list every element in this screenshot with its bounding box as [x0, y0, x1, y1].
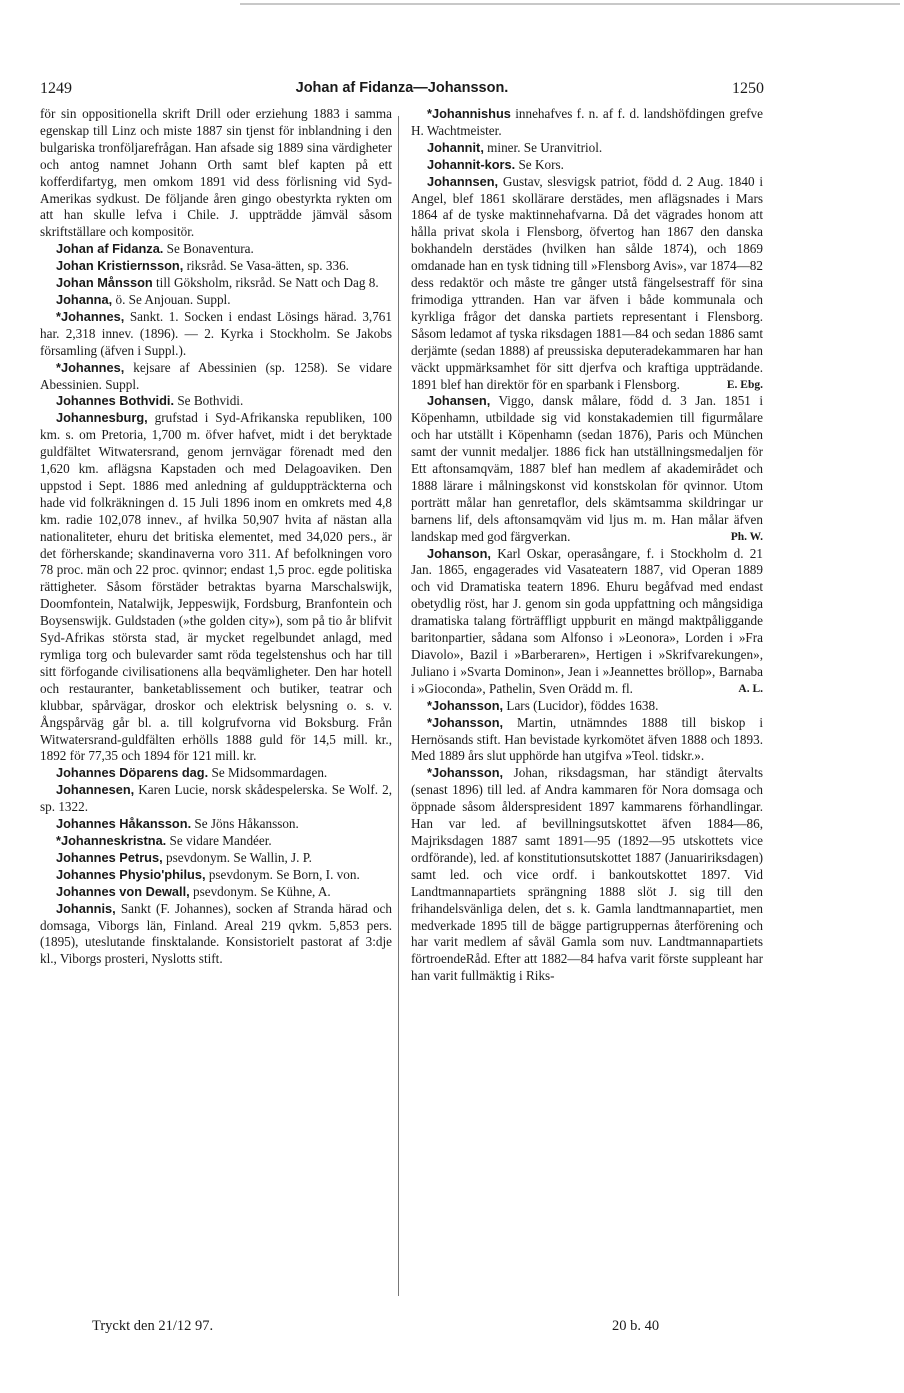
- dictionary-entry: [411, 765, 763, 985]
- entry-text: Se Kors.: [515, 156, 564, 172]
- entry-headword: Johan Kristiernsson,: [56, 258, 184, 274]
- entry-headword: Johannes Petrus,: [56, 849, 163, 865]
- dictionary-entry: [411, 106, 763, 140]
- dictionary-entry: [411, 546, 763, 698]
- signature-mark: 20 b. 40: [612, 1318, 660, 1334]
- dictionary-entry: [40, 833, 392, 850]
- entry-text: Se Bonaventura.: [163, 241, 254, 257]
- entry-text: kejsare af Abessinien (sp. 1258). Se vidare Abessinien. Suppl.: [40, 359, 392, 392]
- dictionary-entry: [411, 157, 763, 174]
- entry-text: Se Midsommardagen.: [208, 765, 328, 781]
- dictionary-entry: [40, 241, 392, 258]
- dictionary-entry: [40, 275, 392, 292]
- entry-headword: Johansen,: [427, 393, 491, 409]
- dictionary-entry: [40, 393, 392, 410]
- author-signature: A. L.: [738, 682, 763, 695]
- author-signature: E. Ebg.: [726, 378, 763, 391]
- entry-text: för sin oppositionella skrift Drill oder erziehung 1883 i samma egenskap till Linz och miste 1887 sin tjenst för inblandning i den bulgariska tronföljarefrågan. Han afsade sig 1889 sina värdigheter och antog namnet Johann Orth samt blef kapten på ett kofferdifartyg, men omkom 1891 vid dess förlisning vid Syd-Amerikas sydkust. De följande åren gingo obestyrkta rykten om att han skulle lefva i Chile. J. uppträdde jämväl såsom skriftställare och kompositör.: [40, 106, 392, 240]
- dictionary-entry: [411, 715, 763, 766]
- entry-headword: *Johansson,: [427, 714, 504, 730]
- entry-text: riksråd. Se Vasa-ätten, sp. 336.: [183, 258, 349, 274]
- author-signature: Ph. W.: [730, 530, 763, 543]
- entry-text: Karen Lucie, norsk skådespelerska. Se Wolf. 2, sp. 1322.: [40, 782, 392, 815]
- dictionary-entry: [411, 698, 763, 715]
- dictionary-entry: [40, 258, 392, 275]
- entry-text: miner. Se Uranvitriol.: [483, 139, 603, 155]
- entry-headword: Johannsen,: [427, 173, 499, 189]
- entry-text: Sankt. 1. Socken i endast Lösings härad. 3,761 har. 2,318 innev. (1896). — 2. Kyrka i Stockholm. Se Jakobs församling (äfven i Suppl.).: [40, 308, 392, 358]
- entry-headword: *Johannishus: [427, 106, 511, 121]
- entry-text: Karl Oskar, operasångare, f. i Stockholm d. 21 Jan. 1865, engagerades vid Vasateatern 1887, vid Operan 1889 och vid Dramatiska teatern 1896. Ehuru begåfvad med endast obetydlig röst, har J. genom sin goda uppfattning och mångsidiga dramatiska talang förträffligt uppburit en mängd maktpåliggande baritonpartier, sådana som Alfonso i »Leonora», Lorden i »Fra Diavolo», Bazil i »Barberaren», Hertigen i »Skrifvarekungen», Juliano i »Svarta Dominon», Jean i »Jeannettes bröllop», Barnaba i »Gioconda», Pathelin, Sven Orädd m. fl.: [411, 545, 763, 696]
- entry-headword: *Johansson,: [427, 697, 504, 713]
- entry-text: Se Jöns Håkansson.: [191, 816, 299, 832]
- right-column: [411, 106, 763, 985]
- entry-text: psevdonym. Se Born, I. von.: [205, 866, 360, 882]
- entry-text: Lars (Lucidor), föddes 1638.: [503, 697, 659, 713]
- dictionary-entry: [40, 309, 392, 360]
- entry-text: grufstad i Syd-Afrikanska republiken, 100 km. s. om Pretoria, 1,700 m. öfver hafvet, midt i det beryktade guldfältet Witwatersrand, genom jernvägar förenadt med den 1,620 km. aflägsna Kapstaden och med Delagoaviken. Den uppstod i Sept. 1886 med anledning af gulduppträckterna och hade vid folkräkningen d. 15 Juli 1896 inom en omkrets med 4,8 km. radie 102,078 innev., af hvilka 50,907 hvita af nästan alla nationaliteter, ehuru det britiska elementet, med 34,020 pers., är det förherskande; skandinaverna voro 311. Af befolkningen voro 78 proc. män och 22 proc. qvinnor; endast 1,5 proc. egde politiska rättigheter. Såsom förstäder betraktas byarna Marschalswijk, Doomfontein, Natalwijk, Jeppeswijk, Fordsburg, Branfontein och Boysenswijk. Guldstaden (»the golden city»), som på tio år blifvit Syd-Afrikas största stad, är mycket regelbundet anlagd, med rymliga torg och bulevarder samt röda tegelstenshus och har till sitt förfogande civilisationens alla beqvämligheter. Den har hotell och restauranter, banketablissement och butiker, teatrar och klubbar, spårvägar, droskor och elektrisk belysning o. s. v. Ångspårväg går bl. a. till kolgrufvorna vid Boksburg. Från Witwatersrand-guldfälten erhölls 1888 guld för 14,5 mill. kr., 1892 för 77,35 och 1894 för 121 mill. kr.: [40, 410, 392, 764]
- dictionary-entry: [411, 174, 763, 394]
- entry-text: Gustav, slesvigsk patriot, född d. 2 Aug. 1840 i Angel, blef 1861 skollärare derstädes, men aflägsnades i Mars 1864 af de tyske maktinnehafvarna. Då det vägrades honom att hålla privat skola i Flensborg, öfvertog han 1867 den danska bokhandeln derstädes (hvilken han sålde 1874), och 1869 omdanade han en tysk tidning till »Flensborg Avis», var 1874—82 dess redaktör och måste tre gånger utstå fängelsestraff för sina frimodiga yttranden. Han var äfven i både kommunala och kyrkliga frågor det danska partiets representant i Flensborg. Såsom ledamot af tyska riksdagen 1881—84 och sedan 1886 samt derjämte (sedan 1888) af preussiska deputeradekammaren har han väckt uppmärksamhet för sitt djerfva och kraftiga uppträdande. 1891 blef han direktör för en sparbank i Flensborg.: [411, 173, 763, 392]
- entry-text: Martin, utnämndes 1888 till biskop i Hernösands stift. Han bevistade kyrkomötet äfven 1888 och 1893. Med 1889 års slut upphörde han utgifva »Teol. tidskr.».: [411, 714, 763, 764]
- page-header: [40, 80, 764, 102]
- entry-text: Viggo, dansk målare, född d. 3 Jan. 1851 i Köpenhamn, utbildade sig vid konstakademien till figurmålare och har utställt i Köpenhamn (sedan 1876), Paris och München samt der vunnit medaljer. 1886 fick han utställningsmedaljen för Ett aftonsamqväm, 1887 blef han medlem af akademirådet och 1888 lärare i målningskonst vid konstskolan för qvinnor. Utom porträtt målar han genretaflor, dels skämtsamma skildringar ur barnens lif, dels aftonsamqväm vid ljus m. m. Han målar äfven landskap med god färgverkan.: [411, 393, 763, 544]
- entry-headword: Johannes Döparens dag.: [56, 765, 209, 781]
- dictionary-entry: [40, 867, 392, 884]
- dictionary-entry: [411, 140, 763, 157]
- dictionary-entry: [40, 850, 392, 867]
- entry-headword: *Johansson,: [427, 765, 504, 781]
- entry-headword: Johannes Physio'philus,: [56, 866, 206, 882]
- entry-headword: Johannes Håkansson.: [56, 816, 192, 832]
- entry-headword: Johanna,: [56, 291, 113, 307]
- entry-headword: Johannit,: [427, 139, 484, 155]
- entry-text: Se vidare Mandéer.: [166, 832, 272, 848]
- entry-text: Se Bothvidi.: [174, 393, 244, 409]
- entry-headword: Johan af Fidanza.: [56, 241, 164, 257]
- entry-headword: Johannis,: [56, 900, 116, 916]
- entry-headword: Johanson,: [427, 545, 491, 561]
- entry-headword: Johannes von Dewall,: [56, 883, 190, 899]
- dictionary-entry: [40, 106, 392, 241]
- entry-headword: *Johannes,: [56, 359, 125, 375]
- page-number-left: 1249: [40, 80, 72, 97]
- entry-text: Sankt (F. Johannes), socken af Stranda härad och domsaga, Viborgs län, Finland. Areal 219 qvkm. 5,853 pers. (1895), uteslutande finsktalande. Konsistorielt pastorat af 3:dje kl., Viborgs prosteri, Nyslotts stift.: [40, 900, 392, 967]
- entry-text: psevdonym. Se Wallin, J. P.: [162, 849, 312, 865]
- entry-text: ö. Se Anjouan. Suppl.: [112, 291, 231, 307]
- page-number-right: 1250: [732, 80, 764, 97]
- page-title: Johan af Fidanza—Johansson.: [295, 80, 509, 96]
- left-column: [40, 106, 392, 968]
- entry-headword: *Johanneskristna.: [56, 832, 167, 848]
- dictionary-entry: [40, 360, 392, 394]
- entry-headword: Johannit-kors.: [427, 156, 516, 172]
- entry-headword: Johannesen,: [56, 782, 135, 798]
- dictionary-entry: [40, 292, 392, 309]
- entry-text: innehafves f. n. af f. d. landshöfdingen grefve H. Wachtmeister.: [411, 106, 763, 138]
- dictionary-entry: [40, 782, 392, 816]
- dictionary-entry: [40, 901, 392, 969]
- entry-headword: *Johannes,: [56, 308, 125, 324]
- entry-text: Johan, riksdagsman, har ständigt återvalts (senast 1896) till led. af Andra kammaren för Nora domsaga och öppnade såsom ålderspresident 1897 kammarens förhandlingar. Han var led. af bevillningsutskottet äfven 1884—86, Majriksdagen 1887 samt 1891—95 (1892—95 utskottets vice ordförande), led. af konstitutionsutskottet 1887 (Januaririksdagen) samt led. och vice ordf. i bankoutskottet 1897. Vid Landtmannapartiets sprängning 1888 slöt J. sig till den frihandelsvänliga delen, det s. k. Gamla landtmannapartiet, men medverkade 1895 till de bägge partigruppernas återförening och har varit medlem af såväl Gamla som nuv. Landtmannapartiets förtroendeRåd. Efter att 1882—84 hafva varit förste suppleant har han varit fullmäktig i Riks-: [411, 765, 763, 984]
- dictionary-entry: [40, 765, 392, 782]
- entry-text: psevdonym. Se Kühne, A.: [189, 883, 331, 899]
- dictionary-entry: [411, 393, 763, 545]
- entry-headword: Johan Månsson: [56, 275, 153, 291]
- entry-headword: Johannes Bothvidi.: [56, 393, 175, 409]
- dictionary-entry: [40, 884, 392, 901]
- dictionary-entry: [40, 816, 392, 833]
- entry-headword: Johannesburg,: [56, 410, 148, 426]
- entry-text: till Göksholm, riksråd. Se Natt och Dag 8.: [152, 275, 379, 291]
- top-scan-rule: [240, 3, 900, 5]
- column-divider: [398, 116, 399, 1296]
- dictionary-entry: [40, 410, 392, 765]
- print-date: Tryckt den 21/12 97.: [92, 1318, 214, 1334]
